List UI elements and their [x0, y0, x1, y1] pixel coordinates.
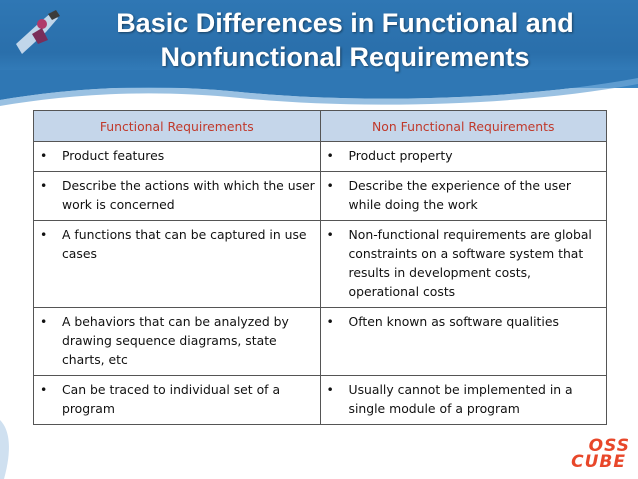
table-cell: [34, 221, 321, 308]
logo-line-1: OSS: [588, 436, 630, 456]
cell-text: Product property: [348, 148, 453, 163]
bullet: •: [40, 227, 48, 242]
table-row: [34, 142, 607, 172]
bullet: •: [40, 148, 48, 163]
table-row: [34, 221, 607, 308]
page-title: [60, 6, 630, 74]
bullet: •: [326, 382, 334, 397]
table-cell: [34, 376, 321, 425]
header-wave: [0, 70, 638, 110]
cell-text: Non-functional requirements are global constraints on a software system that results in development costs, operational costs: [348, 227, 592, 299]
cell-text: Product features: [62, 148, 165, 163]
cell-text: Can be traced to individual set of a program: [62, 382, 281, 416]
header-nonfunctional: Non Functional Requirements: [320, 111, 607, 142]
cell-text: A functions that can be captured in use cases: [62, 227, 307, 261]
cell-text: Often known as software qualities: [348, 314, 559, 329]
bullet: •: [326, 314, 334, 329]
bullet: •: [326, 148, 334, 163]
table-cell: [320, 221, 607, 308]
bullet: •: [40, 314, 48, 329]
table-row: [34, 376, 607, 425]
title-line-1: Basic Differences in Functional and: [116, 8, 574, 38]
bullet: •: [40, 178, 48, 193]
cell-text: A behaviors that can be analyzed by drawing sequence diagrams, state charts, etc: [62, 314, 289, 367]
bullet: •: [326, 178, 334, 193]
bullet: •: [40, 382, 48, 397]
cell-text: Describe the experience of the user while doing the work: [348, 178, 571, 212]
table-cell: [34, 308, 321, 376]
table-cell: [34, 142, 321, 172]
cell-text: Usually cannot be implemented in a single module of a program: [348, 382, 573, 416]
table-row: [34, 308, 607, 376]
table-cell: [320, 172, 607, 221]
table-cell: [320, 308, 607, 376]
logo-line-2: CUBE: [571, 452, 626, 472]
header-functional: Functional Requirements: [34, 111, 321, 142]
table-header-row: [34, 111, 607, 142]
bullet: •: [326, 227, 334, 242]
cell-text: Describe the actions with which the user work is concerned: [62, 178, 315, 212]
table-cell: [320, 142, 607, 172]
table-cell: [34, 172, 321, 221]
corner-swoosh: [0, 400, 20, 479]
requirements-table: [33, 110, 607, 425]
table-row: [34, 172, 607, 221]
table-cell: [320, 376, 607, 425]
title-line-2: Nonfunctional Requirements: [160, 42, 530, 72]
ossCube-logo: [548, 436, 630, 476]
